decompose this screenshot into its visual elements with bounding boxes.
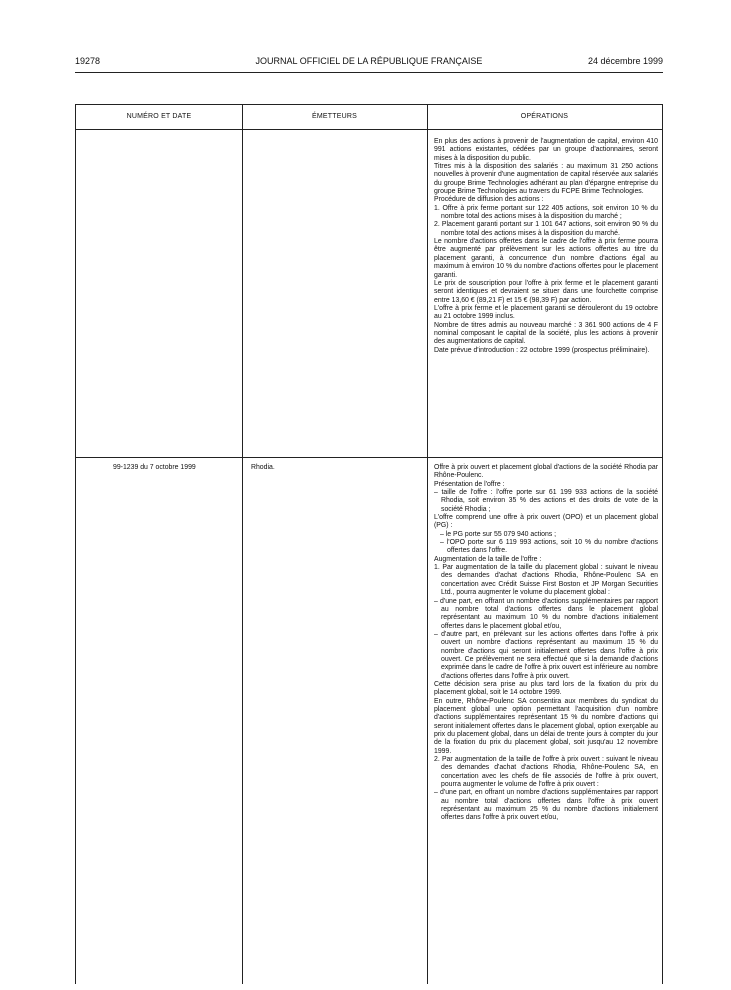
operation-paragraph: 1. Par augmentation de la taille du placement global : suivant le niveau des demandes d'achat d'actions Rhodia, Rhône-Poulenc SA en concertation avec Crédit Suisse First Boston et JP Morgan Securities Ltd., pourra augmenter le volume du placement global : [434,564,658,597]
operation-paragraph: L'offre comprend une offre à prix ouvert (OPO) et un placement global (PG) : [434,514,658,530]
operation-paragraph: En plus des actions à provenir de l'augmentation de capital, environ 410 991 actions existantes, cédées par un groupe d'actionnaires, seront mises à la disposition du public. [434,138,658,162]
operation-paragraph: Date prévue d'introduction : 22 octobre 1999 (prospectus préliminaire). [434,346,650,354]
row-divider [76,457,662,458]
page-header [75,56,663,70]
operation-paragraph: Augmentation de la taille de l'offre : [434,555,542,563]
operation-paragraph: 1. Offre à prix ferme portant sur 122 405 actions, soit environ 10 % du nombre total des actions mises à la disposition du marché ; [434,204,658,221]
operation-paragraph: En outre, Rhône-Poulenc SA consentira aux membres du syndicat du placement global une option permettant l'acquisition d'un nombre d'actions supplémentaires représentant 15 % du nombre d'actions qui seront initialement offertes dans le placement global, option exerçable au prix du placement global, dans un délai de trente jours à compter du jour de la fixation du prix du placement global, soit jusqu'au 12 novembre 1999. [434,697,658,755]
operation-paragraph: Procédure de diffusion des actions : [434,196,544,204]
journal-title: JOURNAL OFFICIEL DE LA RÉPUBLIQUE FRANÇAISE [255,56,483,66]
column-header-number-date: NUMÉRO ET DATE [126,113,192,120]
page-number: 19278 [75,56,101,66]
operation-paragraph: – le PG porte sur 55 079 940 actions ; [440,530,557,538]
operation-paragraph: 2. Par augmentation de la taille de l'offre à prix ouvert : suivant le niveau des demandes d'achat d'actions Rhodia, Rhône-Poulenc SA, en concertation avec les chefs de file associés de l'offre à prix ouvert, pourra augmenter le volume de l'offre à prix ouvert : [434,756,658,789]
row2-number-date: 99-1239 du 7 octobre 1999 [113,464,196,471]
operation-paragraph: Titres mis à la disposition des salariés : au maximum 31 250 actions nouvelles à provenir d'une augmentation de capital réservée aux salariés du groupe Brime Technologies adhérant au plan d'épargne entreprise du groupe Brime Technologies au travers du FCPE Brime Technologies. [434,163,658,196]
operation-paragraph: – d'autre part, en prélevant sur les actions offertes dans l'offre à prix ouvert un nombre d'actions représentant au maximum 15 % du nombre d'actions qui seront initialement offertes dans l'offre à prix ouvert. Ce prélèvement ne sera effectué que si la demande d'actions exprimée dans le cadre de l'offre à prix ouvert est inférieure au nombre d'actions offertes dans l'offre à prix ouvert. [434,630,658,680]
row2-issuer: Rhodia. [251,464,275,471]
operations-table [75,104,663,984]
table-header [76,105,662,130]
operation-paragraph: Le nombre d'actions offertes dans le cadre de l'offre à prix ferme pourra être augmenté par prélèvement sur les actions offertes au titre du placement garanti, à concurrence d'un nombre d'actions égal au maximum à environ 10 % du nombre d'actions offertes pour le placement garanti. [434,238,658,279]
column-header-issuers: ÉMETTEURS [312,113,357,120]
issue-date: 24 décembre 1999 [587,56,663,66]
column-divider [242,105,243,984]
operation-paragraph: Nombre de titres admis au nouveau marché : 3 361 900 actions de 4 F nominal composant le capital de la société, plus les actions à provenir des augmentations de capital. [434,321,658,346]
operations-cell-row2 [434,464,658,823]
operation-paragraph: Le prix de souscription pour l'offre à prix ferme et le placement garanti seront identiques et devraient se situer dans une fourchette comprise entre 13,60 € (89,21 F) et 15 € (98,39 F) par action. [434,279,658,304]
operation-paragraph: – d'une part, en offrant un nombre d'actions supplémentaires par rapport au nombre total d'actions offertes dans le placement global représentant au maximum 10 % du nombre d'actions initialement offertes dans le placement global et/ou, [434,597,658,630]
header-rule [75,72,663,73]
operation-paragraph: – d'une part, en offrant un nombre d'actions supplémentaires par rapport au nombre total d'actions offertes dans l'offre à prix ouvert représentant au maximum 25 % du nombre d'actions initialement offertes dans l'offre à prix ouvert et/ou, [434,789,658,822]
operation-paragraph: – taille de l'offre : l'offre porte sur 61 199 933 actions de la société Rhodia, soit environ 35 % des actions et des droits de vote de la société Rhodia ; [434,489,658,513]
operation-paragraph: Cette décision sera prise au plus tard lors de la fixation du prix du placement global, soit le 14 octobre 1999. [434,680,658,697]
operation-paragraph: Offre à prix ouvert et placement global d'actions de la société Rhodia par Rhône-Poulenc. [434,464,658,480]
operation-paragraph: 2. Placement garanti portant sur 1 101 647 actions, soit environ 90 % du nombre total des actions mises à la disposition du marché. [434,221,658,237]
column-divider [427,105,428,984]
operation-paragraph: L'offre à prix ferme et le placement garanti se dérouleront du 19 octobre au 21 octobre 1999 inclus. [434,304,658,321]
column-header-operations: OPÉRATIONS [520,113,569,120]
operation-paragraph: Présentation de l'offre : [434,480,505,488]
operations-cell-row1 [434,138,658,355]
operation-paragraph: – l'OPO porte sur 6 119 993 actions, soit 10 % du nombre d'actions offertes dans l'offre. [440,539,658,555]
